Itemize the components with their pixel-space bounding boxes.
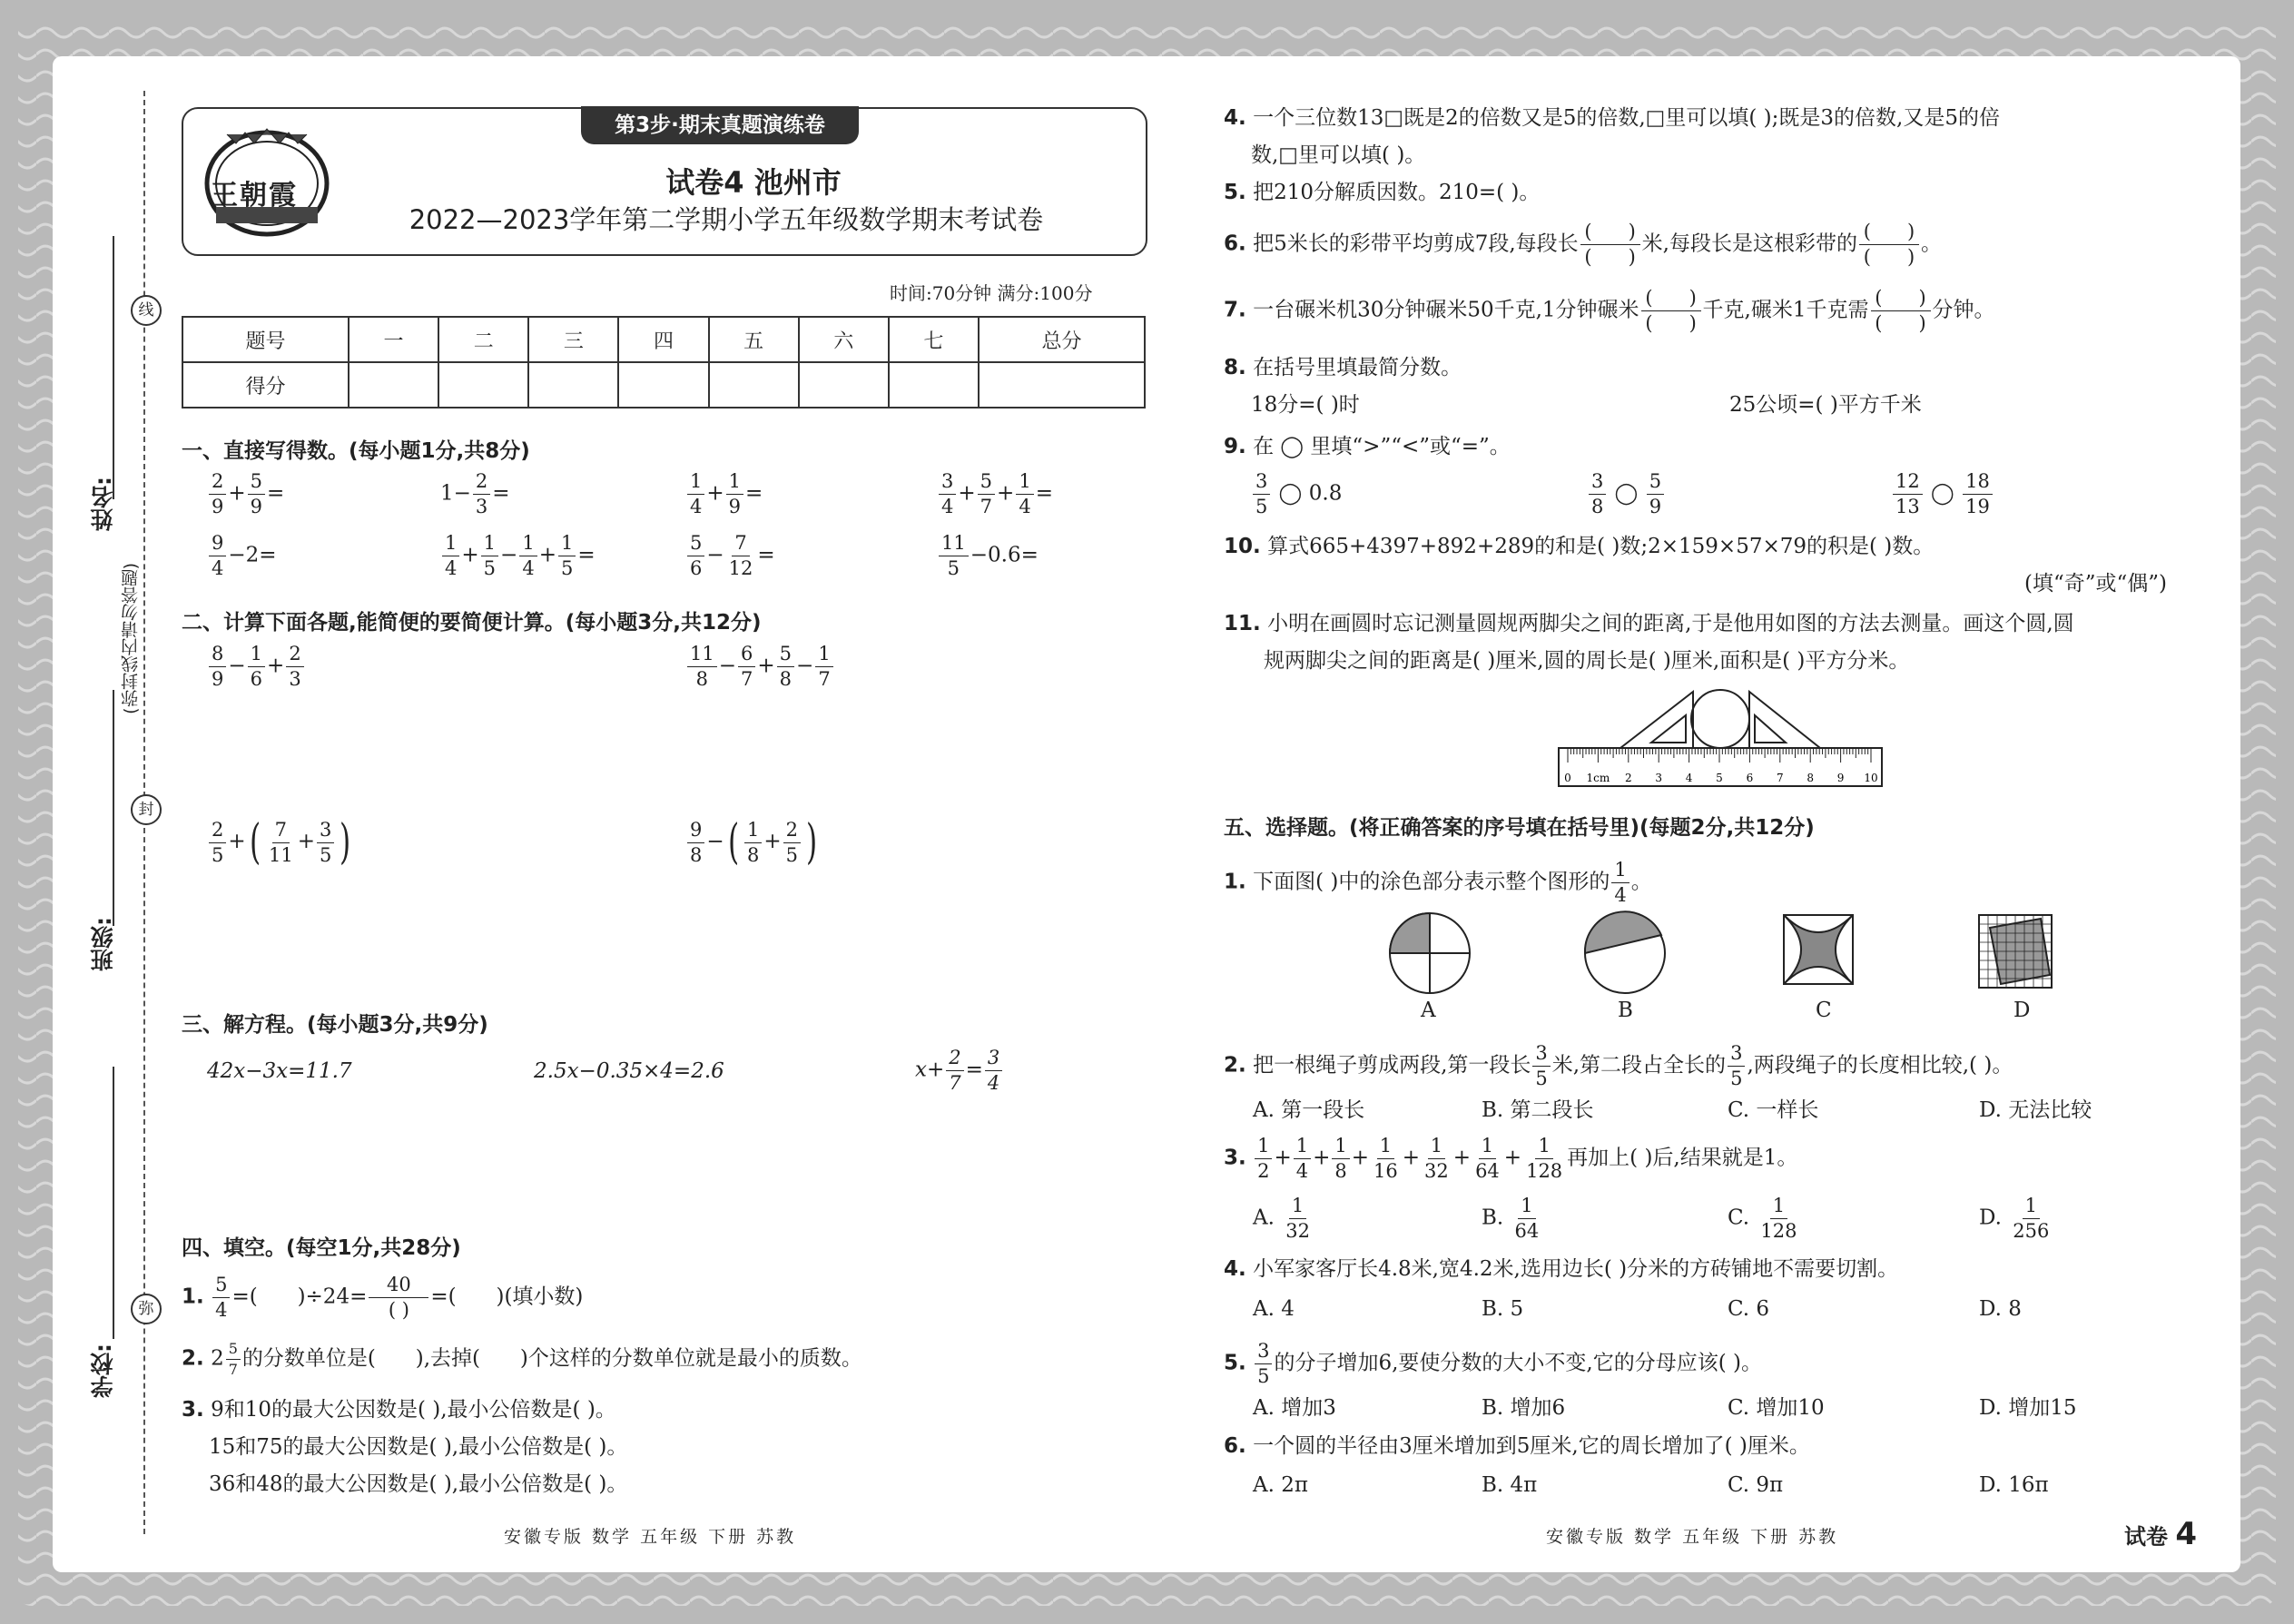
class-field[interactable] bbox=[113, 690, 114, 926]
s5-q6-opt-b[interactable]: B. 4π bbox=[1482, 1473, 1538, 1497]
ruler-label: 7 bbox=[1776, 772, 1784, 784]
score-header-cell: 一 bbox=[349, 317, 438, 362]
s1-item-1: $\frac{2}{9}$ + $\frac{5}{9}$ = bbox=[207, 472, 284, 517]
s4-q4-line2: 数,□里可以填( )。 bbox=[1251, 143, 1426, 167]
s5-q4: 4. 小军家客厅长4.8米,宽4.2米,选用边长( )分米的方砖铺地不需要切割。 bbox=[1224, 1257, 1899, 1281]
s4-q8: 8. 在括号里填最简分数。 bbox=[1224, 356, 1462, 379]
ruler-label: 0 bbox=[1564, 772, 1571, 784]
s5-q1: 1. 下面图( )中的涂色部分表示整个图形的 $\frac{1}{4}$ 。 bbox=[1224, 859, 1652, 906]
s1-item-4: $\frac{3}{4}$ + $\frac{5}{7}$ + $\frac{1}{4}$ = bbox=[937, 472, 1053, 517]
score-header-cell: 四 bbox=[618, 317, 708, 362]
mi-char: 弥 bbox=[131, 1294, 162, 1324]
score-row bbox=[182, 362, 1145, 408]
score-header-cell: 题号 bbox=[182, 317, 349, 362]
s4-q3: 3. 9和10的最大公因数是( ),最小公倍数是( )。 bbox=[182, 1398, 616, 1422]
step-badge: 第3步·期末真题演练卷 bbox=[581, 106, 859, 144]
footer-right: 安徽专版 数学 五年级 下册 苏教 bbox=[1546, 1527, 1839, 1547]
score-cell[interactable] bbox=[979, 362, 1145, 408]
s5-q3-opt-d[interactable]: D. $\frac{1}{256}$ bbox=[1979, 1195, 2050, 1242]
s5-q6-opt-d[interactable]: D. 16π bbox=[1979, 1473, 2049, 1497]
s4-q9-b: $\frac{3}{8}$ ◯ $\frac{5}{9}$ bbox=[1587, 472, 1666, 517]
score-header-cell: 六 bbox=[799, 317, 889, 362]
figure-a bbox=[1390, 913, 1470, 993]
ruler-label: 9 bbox=[1836, 772, 1845, 784]
s5-q1-figures bbox=[1380, 910, 2106, 1000]
paper-subtitle: 2022—2023学年第二学期小学五年级数学期末考试卷 bbox=[409, 204, 1044, 235]
s5-q2-opt-c[interactable]: C. 一样长 bbox=[1728, 1098, 1819, 1122]
s5-q2-opt-b[interactable]: B. 第二段长 bbox=[1482, 1098, 1594, 1122]
section5-title: 五、选择题。(将正确答案的序号填在括号里)(每题2分,共12分) bbox=[1224, 816, 1815, 840]
s4-q11-line2: 规两脚尖之间的距离是( )厘米,圆的周长是( )厘米,面积是( )平方分米。 bbox=[1264, 649, 1910, 673]
name-field[interactable] bbox=[113, 236, 114, 499]
section4-title: 四、填空。(每空1分,共28分) bbox=[182, 1236, 461, 1260]
class-label: 班级: bbox=[90, 917, 116, 971]
school-field[interactable] bbox=[113, 1067, 114, 1339]
s5-q5-opt-d[interactable]: D. 增加15 bbox=[1979, 1396, 2077, 1420]
ruler-label: 2 bbox=[1624, 772, 1632, 784]
s4-q3-line3: 36和48的最大公因数是( ),最小公倍数是( )。 bbox=[209, 1472, 628, 1496]
s5-q6: 6. 一个圆的半径由3厘米增加到5厘米,它的周长增加了( )厘米。 bbox=[1224, 1434, 1810, 1458]
s4-q9: 9. 在 ◯ 里填“>”“<”或“=”。 bbox=[1224, 435, 1511, 458]
footer-left: 安徽专版 数学 五年级 下册 苏教 bbox=[504, 1527, 797, 1547]
figure-c bbox=[1784, 915, 1853, 984]
s1-item-8: $\frac{11}{5}$ −0.6= bbox=[937, 534, 1039, 578]
s4-q10: 10. 算式665+4397+892+289的和是( )数;2×159×57×79的积是( )数。 bbox=[1224, 535, 1935, 558]
s5-q4-opt-d[interactable]: D. 8 bbox=[1979, 1297, 2022, 1321]
section2-title: 二、计算下面各题,能简便的要简便计算。(每小题3分,共12分) bbox=[182, 611, 762, 635]
seal-char: 封 bbox=[131, 794, 162, 825]
ruler-label: 1cm bbox=[1586, 772, 1610, 784]
s4-q9-a: $\frac{3}{5}$ ◯ 0.8 bbox=[1251, 472, 1342, 517]
paper-title: 试卷4 池州市 bbox=[665, 165, 842, 200]
s5-q2: 2. 把一根绳子剪成两段,第一段长 $\frac{3}{5}$ 米,第二段占全长的 $\frac{3}{5}$ ,两段绳子的长度相比较,( )。 bbox=[1224, 1042, 2013, 1089]
s2-item-3: $\frac{2}{5}$ +( $\frac{7}{11}$ + $\frac{3}{5}$ ) bbox=[207, 819, 355, 866]
s5-q5: 5. $\frac{3}{5}$ 的分子增加6,要使分数的大小不变,它的分母应该( )。 bbox=[1224, 1340, 1762, 1387]
s5-q5-opt-c[interactable]: C. 增加10 bbox=[1728, 1396, 1825, 1420]
ruler-label: 4 bbox=[1685, 772, 1693, 784]
s5-q6-opt-a[interactable]: A. 2π bbox=[1253, 1473, 1308, 1497]
s4-q11: 11. 小明在画圆时忘记测量圆规两脚尖之间的距离,于是他用如图的方法去测量。画这个圆,圆 bbox=[1224, 612, 2074, 635]
s4-q2: 2. 2 $\frac{5}{7}$ 的分数单位是( ),去掉( )个这样的分数单位就是最小的质数。 bbox=[182, 1340, 862, 1378]
s5-q1-label-c: C bbox=[1816, 999, 1832, 1022]
s1-item-2: 1− $\frac{2}{3}$ = bbox=[440, 470, 510, 517]
s5-q3-opt-c[interactable]: C. $\frac{1}{128}$ bbox=[1728, 1195, 1797, 1242]
score-header-cell: 七 bbox=[889, 317, 979, 362]
s3-eq-3: x+ $\frac{2}{7}$ = $\frac{3}{4}$ bbox=[915, 1048, 1004, 1093]
time-info: 时间:70分钟 满分:100分 bbox=[890, 282, 1093, 304]
score-header-row bbox=[182, 317, 1145, 362]
s4-q7: 7. 一台碾米机30分钟碾米50千克,1分钟碾米 ( ) ( ) 千克,碾米1千克需 ( ) ( ) 分钟。 bbox=[1224, 287, 1995, 334]
figure-b bbox=[1585, 911, 1665, 993]
score-cell[interactable] bbox=[528, 362, 618, 408]
s5-q5-opt-a[interactable]: A. 增加3 bbox=[1253, 1396, 1336, 1420]
s5-q6-opt-c[interactable]: C. 9π bbox=[1728, 1473, 1784, 1497]
s1-item-5: $\frac{9}{4}$ −2= bbox=[207, 534, 277, 578]
score-cell[interactable] bbox=[618, 362, 708, 408]
score-header-cell: 五 bbox=[709, 317, 799, 362]
section3-title: 三、解方程。(每小题3分,共9分) bbox=[182, 1013, 488, 1037]
s5-q4-opt-b[interactable]: B. 5 bbox=[1482, 1297, 1524, 1321]
school-label: 学校: bbox=[90, 1343, 116, 1398]
s5-q3-opt-b[interactable]: B. $\frac{1}{64}$ bbox=[1482, 1195, 1540, 1242]
s1-item-3: $\frac{1}{4}$ + $\frac{1}{9}$ = bbox=[685, 472, 763, 517]
s5-q5-opt-b[interactable]: B. 增加6 bbox=[1482, 1396, 1566, 1420]
s5-q2-opt-d[interactable]: D. 无法比较 bbox=[1979, 1098, 2092, 1122]
s4-q3-line2: 15和75的最大公因数是( ),最小公倍数是( )。 bbox=[209, 1435, 628, 1459]
s4-q8-a: 18分=( )时 bbox=[1251, 393, 1360, 417]
s4-q4: 4. 一个三位数13□既是2的倍数又是5的倍数,□里可以填( );既是3的倍数,又是5的倍 bbox=[1224, 106, 2000, 130]
s3-eq-2: 2.5x−0.35×4=2.6 bbox=[534, 1059, 724, 1083]
s2-item-2: $\frac{11}{8}$ − $\frac{6}{7}$ + $\frac{5}{8}$ − $\frac{1}{7}$ bbox=[685, 645, 835, 689]
score-header-cell: 三 bbox=[528, 317, 618, 362]
s1-item-7: $\frac{5}{6}$ − $\frac{7}{12}$ = bbox=[685, 534, 775, 578]
s5-q1-label-b: B bbox=[1618, 999, 1633, 1022]
section1-title: 一、直接写得数。(每小题1分,共8分) bbox=[182, 439, 530, 463]
name-label: 姓名: bbox=[90, 477, 116, 531]
ruler-label: 10 bbox=[1864, 772, 1878, 784]
s1-item-6: $\frac{1}{4}$ + $\frac{1}{5}$ − $\frac{1}{4}$ + $\frac{1}{5}$ = bbox=[440, 534, 596, 578]
figure-d bbox=[1979, 915, 2052, 988]
s2-item-1: $\frac{8}{9}$ − $\frac{1}{6}$ + $\frac{2}{3}$ bbox=[207, 645, 306, 689]
ruler-diagram bbox=[1557, 683, 1884, 790]
s4-q5: 5. 把210分解质因数。210=( )。 bbox=[1224, 181, 1541, 204]
s5-q1-label-d: D bbox=[2013, 999, 2031, 1022]
ruler-label: 3 bbox=[1655, 772, 1663, 784]
s2-item-4: $\frac{9}{8}$ −( $\frac{1}{8}$ + $\frac{2}{5}$ ) bbox=[685, 819, 821, 866]
score-cell[interactable] bbox=[438, 362, 528, 408]
score-cell[interactable] bbox=[709, 362, 799, 408]
s5-q4-opt-a[interactable]: A. 4 bbox=[1253, 1297, 1295, 1321]
s4-q6: 6. 把5米长的彩带平均剪成7段,每段长 ( ) ( ) 米,每段长是这根彩带的 ( ) ( ) 。 bbox=[1224, 221, 1942, 268]
score-table bbox=[182, 316, 1146, 408]
score-row-label: 得分 bbox=[182, 362, 349, 408]
s4-q1: 1. $\frac{5}{4}$ =( )÷24= 40 ( ) =( )(填小数) bbox=[182, 1274, 584, 1321]
ruler-label: 5 bbox=[1716, 772, 1723, 784]
logo bbox=[200, 116, 334, 243]
ruler-label: 6 bbox=[1746, 772, 1754, 784]
s5-q4-opt-c[interactable]: C. 6 bbox=[1728, 1297, 1770, 1321]
ruler-label: 8 bbox=[1807, 772, 1815, 784]
s3-eq-1: 42x−3x=11.7 bbox=[207, 1059, 352, 1083]
s5-q3-opt-a[interactable]: A. $\frac{1}{32}$ bbox=[1253, 1195, 1310, 1242]
logo-text: 王朝霞 bbox=[211, 180, 298, 212]
score-cell[interactable] bbox=[349, 362, 438, 408]
score-cell[interactable] bbox=[799, 362, 889, 408]
s4-q8-b: 25公顷=( )平方千米 bbox=[1729, 393, 1922, 417]
line-char: 线 bbox=[131, 295, 162, 326]
s4-q9-c: $\frac{12}{13}$ ◯ $\frac{18}{19}$ bbox=[1891, 472, 1994, 517]
binding-notice: (弥封线内请勿答题) bbox=[121, 563, 141, 714]
s5-q2-opt-a[interactable]: A. 第一段长 bbox=[1253, 1098, 1365, 1122]
page-number: 试卷 4 bbox=[2124, 1516, 2198, 1552]
s5-q3: 3. $\frac{1}{2}$ + $\frac{1}{4}$ + $\frac{1}{8}$ + $\frac{1}{16}$ + $\frac{1}{32}$ + $\frac{1}{64}$ + $\frac{1}{128}$ 再加上( )后,结果就是1。 bbox=[1224, 1135, 1798, 1182]
score-cell[interactable] bbox=[889, 362, 979, 408]
s4-q10-note: (填“奇”或“偶”) bbox=[2024, 572, 2167, 595]
s5-q1-label-a: A bbox=[1421, 999, 1436, 1022]
score-header-cell: 二 bbox=[438, 317, 528, 362]
score-header-cell: 总分 bbox=[979, 317, 1145, 362]
